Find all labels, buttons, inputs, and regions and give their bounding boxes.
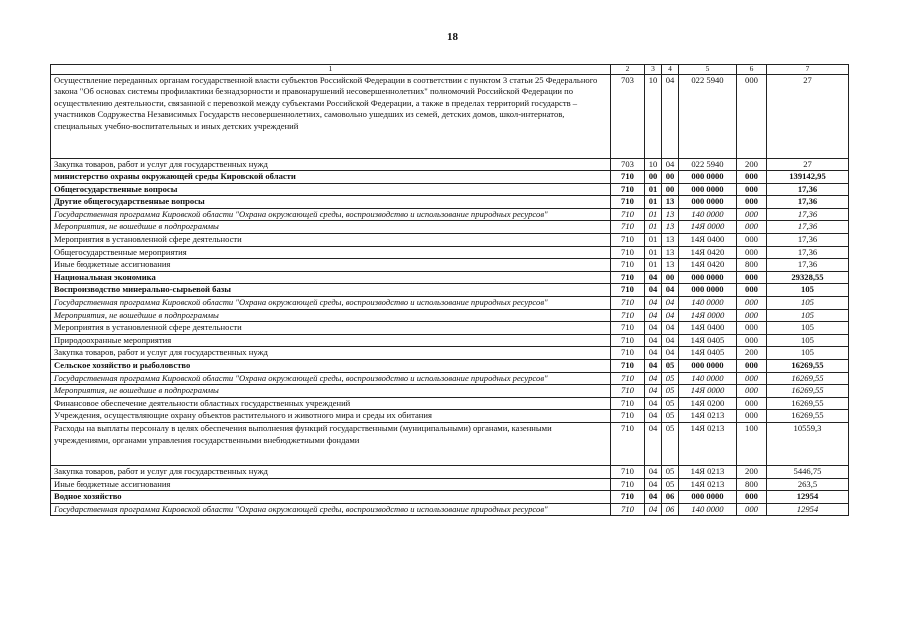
page-number: 18 <box>447 31 458 43</box>
table-row <box>51 410 849 423</box>
row-subsection-cell: 06 <box>662 503 679 516</box>
row-name-cell: Государственная программа Кировской области "Охрана окружающей среды, воспроизводство и использование природных ресурсов" <box>51 503 611 516</box>
row-subsection-cell: 04 <box>662 297 679 310</box>
row-section-cell: 01 <box>645 183 662 196</box>
row-subsection-cell: 13 <box>662 208 679 221</box>
row-target-article-cell: 14Я 0405 <box>679 334 737 347</box>
row-target-article-cell: 14Я 0213 <box>679 422 737 465</box>
row-amount-cell: 105 <box>767 309 849 322</box>
header-cell: 5 <box>679 65 737 75</box>
row-target-article-cell: 140 0000 <box>679 208 737 221</box>
row-target-article-cell: 14Я 0400 <box>679 322 737 335</box>
row-expense-type-cell: 000 <box>737 309 767 322</box>
row-ministry-code-cell: 710 <box>611 183 645 196</box>
row-subsection-cell: 00 <box>662 183 679 196</box>
table-row <box>51 491 849 504</box>
row-expense-type-cell: 200 <box>737 347 767 360</box>
row-section-cell: 04 <box>645 309 662 322</box>
row-ministry-code-cell: 710 <box>611 334 645 347</box>
row-target-article-cell: 000 0000 <box>679 491 737 504</box>
row-expense-type-cell: 200 <box>737 158 767 171</box>
row-target-article-cell: 14Я 0000 <box>679 309 737 322</box>
row-expense-type-cell: 000 <box>737 196 767 209</box>
row-subsection-cell: 13 <box>662 196 679 209</box>
row-amount-cell: 105 <box>767 347 849 360</box>
row-ministry-code-cell: 710 <box>611 322 645 335</box>
table-row <box>51 322 849 335</box>
table-row <box>51 465 849 478</box>
row-subsection-cell: 13 <box>662 246 679 259</box>
row-subsection-cell: 04 <box>662 334 679 347</box>
table-row <box>51 246 849 259</box>
row-ministry-code-cell: 710 <box>611 246 645 259</box>
row-amount-cell: 263,5 <box>767 478 849 491</box>
row-amount-cell: 105 <box>767 284 849 297</box>
row-target-article-cell: 14Я 0200 <box>679 397 737 410</box>
row-name-cell: Природоохранные мероприятия <box>51 334 611 347</box>
row-name-cell: Мероприятия в установленной сфере деятельности <box>51 234 611 247</box>
table-row <box>51 347 849 360</box>
budget-table <box>50 64 849 516</box>
row-target-article-cell: 14Я 0405 <box>679 347 737 360</box>
row-target-article-cell: 140 0000 <box>679 297 737 310</box>
row-expense-type-cell: 000 <box>737 234 767 247</box>
row-name-cell: Иные бюджетные ассигнования <box>51 478 611 491</box>
row-section-cell: 04 <box>645 503 662 516</box>
table-row <box>51 503 849 516</box>
table-row <box>51 271 849 284</box>
header-cell: 4 <box>662 65 679 75</box>
row-amount-cell: 17,36 <box>767 196 849 209</box>
table-row <box>51 171 849 184</box>
row-subsection-cell: 05 <box>662 465 679 478</box>
row-section-cell: 01 <box>645 246 662 259</box>
row-name-cell: Осуществление переданных органам государственной власти субъектов Российской Федерации в соответствии с пунктом 3 статьи 25 Федерального закона "Об основах системы профилактики безнадзорности и правонарушений несовершеннолетних" полномочий Российской Федерации по осуществлению деятельности, связанной с перевозкой между субъектами Российской Федерации, а также в пределах территорий государств – участников Содружества Независимых Государств несовершеннолетних, самовольно ушедших из семей, детских домов, школ-интернатов, специальных учебно-воспитательных и иных детских учреждений <box>51 74 611 158</box>
row-section-cell: 04 <box>645 491 662 504</box>
row-section-cell: 04 <box>645 478 662 491</box>
row-expense-type-cell: 000 <box>737 491 767 504</box>
row-expense-type-cell: 100 <box>737 422 767 465</box>
header-cell: 6 <box>737 65 767 75</box>
row-expense-type-cell: 000 <box>737 397 767 410</box>
row-target-article-cell: 140 0000 <box>679 503 737 516</box>
row-amount-cell: 16269,55 <box>767 360 849 373</box>
row-name-cell: Государственная программа Кировской области "Охрана окружающей среды, воспроизводство и использование природных ресурсов" <box>51 208 611 221</box>
row-target-article-cell: 14Я 0000 <box>679 385 737 398</box>
row-subsection-cell: 04 <box>662 284 679 297</box>
row-amount-cell: 10559,3 <box>767 422 849 465</box>
row-name-cell: Учреждения, осуществляющие охрану объектов растительного и животного мира и среды их обитания <box>51 410 611 423</box>
row-target-article-cell: 022 5940 <box>679 74 737 158</box>
row-expense-type-cell: 000 <box>737 334 767 347</box>
row-section-cell: 01 <box>645 196 662 209</box>
row-expense-type-cell: 000 <box>737 271 767 284</box>
row-subsection-cell: 05 <box>662 410 679 423</box>
row-subsection-cell: 04 <box>662 74 679 158</box>
row-name-cell: Мероприятия, не вошедшие в подпрограммы <box>51 309 611 322</box>
row-subsection-cell: 13 <box>662 221 679 234</box>
row-section-cell: 04 <box>645 284 662 297</box>
row-expense-type-cell: 000 <box>737 221 767 234</box>
row-subsection-cell: 05 <box>662 478 679 491</box>
header-cell: 7 <box>767 65 849 75</box>
row-target-article-cell: 14Я 0420 <box>679 259 737 272</box>
header-cell: 3 <box>645 65 662 75</box>
row-name-cell: Мероприятия, не вошедшие в подпрограммы <box>51 385 611 398</box>
row-expense-type-cell: 000 <box>737 322 767 335</box>
row-amount-cell: 105 <box>767 297 849 310</box>
row-subsection-cell: 00 <box>662 271 679 284</box>
row-section-cell: 01 <box>645 208 662 221</box>
row-amount-cell: 27 <box>767 74 849 158</box>
table-row <box>51 208 849 221</box>
row-amount-cell: 16269,55 <box>767 385 849 398</box>
table-row <box>51 385 849 398</box>
row-amount-cell: 105 <box>767 334 849 347</box>
row-section-cell: 04 <box>645 334 662 347</box>
row-name-cell: Мероприятия, не вошедшие в подпрограммы <box>51 221 611 234</box>
row-ministry-code-cell: 710 <box>611 271 645 284</box>
row-expense-type-cell: 000 <box>737 360 767 373</box>
row-name-cell: Закупка товаров, работ и услуг для государственных нужд <box>51 158 611 171</box>
table-row <box>51 334 849 347</box>
row-ministry-code-cell: 710 <box>611 208 645 221</box>
table-row <box>51 297 849 310</box>
row-ministry-code-cell: 710 <box>611 360 645 373</box>
row-section-cell: 04 <box>645 372 662 385</box>
row-expense-type-cell: 200 <box>737 465 767 478</box>
row-ministry-code-cell: 710 <box>611 171 645 184</box>
row-section-cell: 04 <box>645 360 662 373</box>
row-target-article-cell: 000 0000 <box>679 171 737 184</box>
row-ministry-code-cell: 710 <box>611 297 645 310</box>
table-row <box>51 221 849 234</box>
row-section-cell: 04 <box>645 297 662 310</box>
table-row <box>51 309 849 322</box>
row-name-cell: Национальная экономика <box>51 271 611 284</box>
row-ministry-code-cell: 710 <box>611 196 645 209</box>
row-section-cell: 00 <box>645 171 662 184</box>
table-row <box>51 360 849 373</box>
row-section-cell: 10 <box>645 74 662 158</box>
row-subsection-cell: 00 <box>662 171 679 184</box>
row-amount-cell: 17,36 <box>767 208 849 221</box>
row-ministry-code-cell: 710 <box>611 234 645 247</box>
row-amount-cell: 16269,55 <box>767 397 849 410</box>
row-name-cell: Воспроизводство минерально-сырьевой базы <box>51 284 611 297</box>
row-section-cell: 04 <box>645 465 662 478</box>
table-row <box>51 284 849 297</box>
row-expense-type-cell: 000 <box>737 385 767 398</box>
row-subsection-cell: 05 <box>662 397 679 410</box>
row-section-cell: 04 <box>645 422 662 465</box>
row-ministry-code-cell: 703 <box>611 74 645 158</box>
row-target-article-cell: 000 0000 <box>679 360 737 373</box>
row-ministry-code-cell: 710 <box>611 410 645 423</box>
row-amount-cell: 12954 <box>767 491 849 504</box>
row-target-article-cell: 14Я 0213 <box>679 465 737 478</box>
row-amount-cell: 16269,55 <box>767 410 849 423</box>
header-cell: 2 <box>611 65 645 75</box>
row-amount-cell: 16269,55 <box>767 372 849 385</box>
table-row <box>51 397 849 410</box>
row-subsection-cell: 04 <box>662 158 679 171</box>
row-expense-type-cell: 000 <box>737 183 767 196</box>
row-expense-type-cell: 000 <box>737 284 767 297</box>
row-amount-cell: 17,36 <box>767 246 849 259</box>
row-expense-type-cell: 000 <box>737 171 767 184</box>
row-section-cell: 10 <box>645 158 662 171</box>
row-ministry-code-cell: 703 <box>611 158 645 171</box>
row-amount-cell: 12954 <box>767 503 849 516</box>
row-subsection-cell: 05 <box>662 360 679 373</box>
row-subsection-cell: 04 <box>662 309 679 322</box>
row-target-article-cell: 14Я 0213 <box>679 478 737 491</box>
row-subsection-cell: 06 <box>662 491 679 504</box>
row-ministry-code-cell: 710 <box>611 422 645 465</box>
row-name-cell: Мероприятия в установленной сфере деятельности <box>51 322 611 335</box>
row-target-article-cell: 000 0000 <box>679 183 737 196</box>
row-section-cell: 01 <box>645 221 662 234</box>
row-name-cell: Расходы на выплаты персоналу в целях обеспечения выполнения функций государственными (муниципальными) органами, казенными учреждениями, органами управления государственными внебюджетными фондами <box>51 422 611 465</box>
table-row <box>51 74 849 158</box>
row-target-article-cell: 000 0000 <box>679 196 737 209</box>
row-name-cell: министерство охраны окружающей среды Кировской области <box>51 171 611 184</box>
row-target-article-cell: 000 0000 <box>679 284 737 297</box>
row-name-cell: Закупка товаров, работ и услуг для государственных нужд <box>51 465 611 478</box>
row-target-article-cell: 14Я 0400 <box>679 234 737 247</box>
row-expense-type-cell: 000 <box>737 503 767 516</box>
row-ministry-code-cell: 710 <box>611 259 645 272</box>
row-expense-type-cell: 000 <box>737 410 767 423</box>
row-section-cell: 04 <box>645 397 662 410</box>
table-row <box>51 372 849 385</box>
row-target-article-cell: 140 0000 <box>679 372 737 385</box>
row-name-cell: Закупка товаров, работ и услуг для государственных нужд <box>51 347 611 360</box>
row-amount-cell: 17,36 <box>767 183 849 196</box>
row-amount-cell: 17,36 <box>767 221 849 234</box>
row-section-cell: 04 <box>645 410 662 423</box>
row-amount-cell: 29328,55 <box>767 271 849 284</box>
row-amount-cell: 27 <box>767 158 849 171</box>
row-section-cell: 04 <box>645 347 662 360</box>
row-amount-cell: 5446,75 <box>767 465 849 478</box>
row-expense-type-cell: 000 <box>737 372 767 385</box>
row-name-cell: Другие общегосударственные вопросы <box>51 196 611 209</box>
row-name-cell: Иные бюджетные ассигнования <box>51 259 611 272</box>
row-expense-type-cell: 800 <box>737 259 767 272</box>
table-row <box>51 158 849 171</box>
row-ministry-code-cell: 710 <box>611 397 645 410</box>
row-section-cell: 01 <box>645 259 662 272</box>
row-subsection-cell: 13 <box>662 259 679 272</box>
table-row <box>51 183 849 196</box>
row-ministry-code-cell: 710 <box>611 465 645 478</box>
row-target-article-cell: 14Я 0420 <box>679 246 737 259</box>
row-expense-type-cell: 000 <box>737 297 767 310</box>
row-expense-type-cell: 000 <box>737 246 767 259</box>
row-expense-type-cell: 800 <box>737 478 767 491</box>
row-section-cell: 04 <box>645 322 662 335</box>
row-expense-type-cell: 000 <box>737 74 767 158</box>
table-row <box>51 234 849 247</box>
row-amount-cell: 139142,95 <box>767 171 849 184</box>
table-row <box>51 478 849 491</box>
row-ministry-code-cell: 710 <box>611 221 645 234</box>
row-target-article-cell: 14Я 0213 <box>679 410 737 423</box>
row-expense-type-cell: 000 <box>737 208 767 221</box>
row-ministry-code-cell: 710 <box>611 503 645 516</box>
row-section-cell: 04 <box>645 271 662 284</box>
row-ministry-code-cell: 710 <box>611 478 645 491</box>
row-ministry-code-cell: 710 <box>611 309 645 322</box>
row-subsection-cell: 05 <box>662 385 679 398</box>
table-header-row <box>51 65 849 75</box>
row-name-cell: Сельское хозяйство и рыболовство <box>51 360 611 373</box>
row-name-cell: Государственная программа Кировской области "Охрана окружающей среды, воспроизводство и использование природных ресурсов" <box>51 297 611 310</box>
table-row <box>51 422 849 465</box>
budget-table-body <box>51 65 849 516</box>
row-amount-cell: 105 <box>767 322 849 335</box>
row-subsection-cell: 05 <box>662 372 679 385</box>
row-subsection-cell: 13 <box>662 234 679 247</box>
row-ministry-code-cell: 710 <box>611 372 645 385</box>
row-name-cell: Общегосударственные мероприятия <box>51 246 611 259</box>
row-target-article-cell: 000 0000 <box>679 271 737 284</box>
row-ministry-code-cell: 710 <box>611 284 645 297</box>
table-row <box>51 196 849 209</box>
row-ministry-code-cell: 710 <box>611 347 645 360</box>
row-subsection-cell: 05 <box>662 422 679 465</box>
row-subsection-cell: 04 <box>662 322 679 335</box>
row-subsection-cell: 04 <box>662 347 679 360</box>
row-section-cell: 04 <box>645 385 662 398</box>
row-target-article-cell: 14Я 0000 <box>679 221 737 234</box>
row-name-cell: Финансовое обеспечение деятельности областных государственных учреждений <box>51 397 611 410</box>
row-section-cell: 01 <box>645 234 662 247</box>
header-cell: 1 <box>51 65 611 75</box>
row-amount-cell: 17,36 <box>767 234 849 247</box>
row-name-cell: Водное хозяйство <box>51 491 611 504</box>
row-target-article-cell: 022 5940 <box>679 158 737 171</box>
row-name-cell: Государственная программа Кировской области "Охрана окружающей среды, воспроизводство и использование природных ресурсов" <box>51 372 611 385</box>
table-row <box>51 259 849 272</box>
row-name-cell: Общегосударственные вопросы <box>51 183 611 196</box>
row-amount-cell: 17,36 <box>767 259 849 272</box>
row-ministry-code-cell: 710 <box>611 385 645 398</box>
row-ministry-code-cell: 710 <box>611 491 645 504</box>
